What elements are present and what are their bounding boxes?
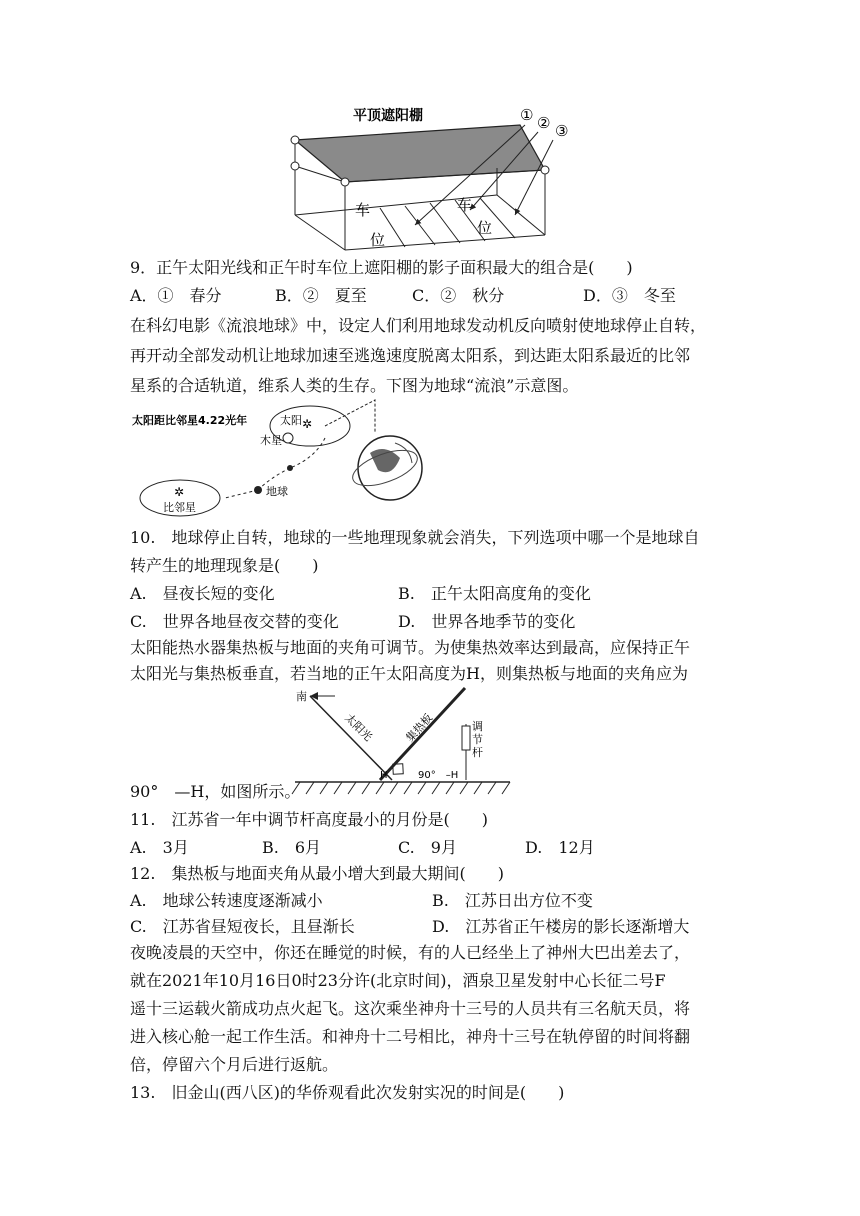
sunshade-title: 平顶遮阳棚 — [353, 108, 423, 124]
ray-label-1: ① — [520, 106, 534, 124]
question-11-stem: 11. 江苏省一年中调节杆高度最小的月份是( ) — [130, 810, 488, 829]
rod-label-2: 节 — [472, 733, 483, 746]
wandering-earth-figure — [130, 398, 450, 523]
car-label-1a: 车 — [355, 201, 371, 219]
passage-3-line-5: 倍，停留六个月后进行返航。 — [130, 1055, 339, 1074]
sun-label: 太阳 — [280, 414, 302, 427]
q11-option-a: A. 3月 — [130, 838, 189, 857]
jupiter-label: 木星 — [260, 434, 282, 447]
car-label-2a: 车 — [457, 196, 473, 214]
proxima-icon: ✲ — [174, 485, 185, 499]
sunlight-label: 太阳光 — [342, 711, 375, 744]
q11-option-c: C. 9月 — [398, 838, 457, 857]
q9-option-d: D．③ 冬至 — [583, 286, 676, 305]
q10-option-c: C. 世界各地昼夜交替的变化 — [130, 612, 339, 631]
passage-2-line-3: 90° —H，如图所示。 — [130, 782, 301, 801]
q11-option-d: D. 12月 — [525, 838, 595, 857]
distance-label: 太阳距比邻星4.22光年 — [132, 414, 248, 427]
passage-3-line-1: 夜晚凌晨的天空中，你还在睡觉的时候，有的人已经坐上了神州大巴出差去了， — [130, 943, 691, 962]
panel-label: 集热板 — [403, 711, 436, 745]
q12-option-a: A. 地球公转速度逐渐减小 — [130, 891, 323, 910]
q12-option-c: C. 江苏省昼短夜长，且昼渐长 — [130, 917, 355, 936]
h-label: H — [380, 770, 388, 781]
q11-option-b: B. 6月 — [262, 838, 322, 857]
question-10-line-2: 转产生的地理现象是( ) — [130, 556, 319, 575]
ray-label-2: ② — [537, 114, 551, 132]
q10-option-b: B. 正午太阳高度角的变化 — [398, 584, 591, 603]
passage-1-line-1: 在科幻电影《流浪地球》中，设定人们利用地球发动机反向喷射使地球停止自转， — [130, 316, 707, 335]
car-label-1b: 位 — [370, 231, 386, 249]
question-13-stem: 13. 旧金山(西八区)的华侨观看此次发射实况的时间是( ) — [130, 1083, 565, 1102]
ray-label-3: ③ — [555, 122, 569, 140]
q9-option-a: A．① 春分 — [130, 286, 222, 305]
q9-option-c: C．② 秋分 — [412, 286, 505, 305]
car-label-2b: 位 — [477, 219, 493, 237]
passage-1-line-2: 再开动全部发动机让地球加速至逃逸速度脱离太阳系，到达距太阳系最近的比邻 — [130, 346, 691, 365]
passage-1-line-3: 星系的合适轨道，维系人类的生存。下图为地球“流浪”示意图。 — [130, 376, 579, 395]
passage-2-line-1: 太阳能热水器集热板与地面的夹角可调节。为使集热效率达到最高，应保持正午 — [130, 638, 691, 657]
passage-2-line-2: 太阳光与集热板垂直，若当地的正午太阳高度为H，则集热板与地面的夹角应为 — [130, 664, 688, 683]
south-label: 南 — [296, 690, 307, 703]
question-9-stem: 9．正午太阳光线和正午时车位上遮阳棚的影子面积最大的组合是( ) — [130, 258, 633, 277]
q10-option-d: D. 世界各地季节的变化 — [398, 612, 576, 631]
sunshade-figure — [285, 100, 585, 260]
solar-collector-figure — [290, 684, 515, 796]
roof — [295, 125, 545, 182]
passage-3-line-2: 就在2021年10月16日0时23分许(北京时间)，酒泉卫星发射中心长征二号F — [130, 971, 666, 990]
angle-label: 90° –H — [418, 770, 459, 781]
q10-option-a: A. 昼夜长短的变化 — [130, 584, 275, 603]
passage-3-line-3: 遥十三运载火箭成功点火起飞。这次乘坐神舟十三号的人员共有三名航天员，将 — [130, 999, 691, 1018]
proxima-label: 比邻星 — [163, 501, 196, 514]
ground-hatching — [292, 782, 510, 794]
earth-label: 地球 — [266, 485, 288, 498]
rod-label-3: 杆 — [472, 746, 483, 759]
rod-label-1: 调 — [472, 720, 483, 733]
q12-option-b: B. 江苏日出方位不变 — [432, 891, 593, 910]
passage-3-line-4: 进入核心舱一起工作生活。和神舟十二号相比，神舟十三号在轨停留的时间将翻 — [130, 1027, 691, 1046]
q9-option-b: B．② 夏至 — [275, 286, 367, 305]
question-12-stem: 12. 集热板与地面夹角从最小增大到最大期间( ) — [130, 864, 504, 883]
sun-icon: ✲ — [302, 417, 313, 431]
q12-option-d: D. 江苏省正午楼房的影长逐渐增大 — [432, 917, 690, 936]
question-10-line-1: 10. 地球停止自转，地球的一些地理现象就会消失，下列选项中哪一个是地球自 — [130, 528, 700, 547]
